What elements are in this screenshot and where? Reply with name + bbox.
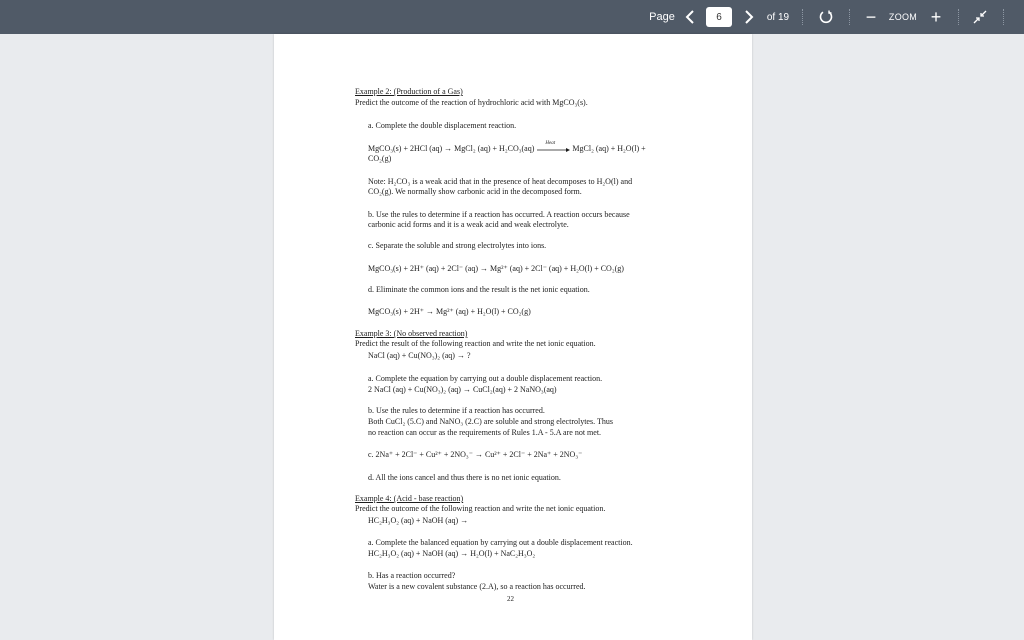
- toolbar-divider: [1003, 9, 1004, 25]
- example-4-step-b-line-2: Water is a new covalent substance (2.A), so a reaction has occurred.: [368, 582, 586, 591]
- chevron-right-icon: [744, 10, 754, 24]
- example-2-equation-1-continued: CO₂(g): [368, 154, 392, 163]
- page-number-input[interactable]: [706, 7, 732, 27]
- heat-arrow: [536, 141, 570, 153]
- example-2-note-line-2: CO₂(g). We normally show carbonic acid in the decomposed form.: [368, 187, 582, 196]
- zoom-out-button[interactable]: −: [865, 6, 877, 27]
- example-3-step-b-line-2: Both CuCl₂ (5.C) and NaNO₃ (2.C) are soluble and strong electrolytes. Thus: [368, 417, 613, 426]
- example-4-prompt: Predict the outcome of the following reaction and write the net ionic equation.: [355, 504, 606, 513]
- example-2-step-b-line-2: carbonic acid forms and it is a weak acid and weak electrolyte.: [368, 220, 569, 229]
- example-2-step-c: c. Separate the soluble and strong electrolytes into ions.: [368, 241, 547, 250]
- example-4-title: Example 4: (Acid - base reaction): [355, 494, 464, 503]
- zoom-label: ZOOM: [888, 12, 918, 22]
- rotate-button[interactable]: [815, 0, 837, 34]
- example-3-prompt: Predict the result of the following reaction and write the net ionic equation.: [355, 339, 596, 348]
- pdf-toolbar: [0, 0, 1024, 34]
- example-4-equation: HC₂H₃O₂ (aq) + NaOH (aq) →: [368, 516, 469, 525]
- next-page-button[interactable]: [739, 0, 759, 34]
- arrow-icon: [536, 146, 570, 154]
- example-2-note-line-1: Note: H₂CO₃ is a weak acid that in the presence of heat decomposes to H₂O(l) and: [368, 177, 633, 186]
- previous-page-button[interactable]: [680, 0, 700, 34]
- example-2-equation-3: MgCO₃(s) + 2H⁺ → Mg²⁺ (aq) + H₂O(l) + CO₂(g): [368, 307, 531, 316]
- example-2-equation-2: MgCO₃(s) + 2H⁺ (aq) + 2Cl⁻ (aq) → Mg²⁺ (aq) + 2Cl⁻ (aq) + H₂O(l) + CO₂(g): [368, 264, 624, 273]
- example-3-step-c: c. 2Na⁺ + 2Cl⁻ + Cu²⁺ + 2NO₃⁻ → Cu²⁺ + 2Cl⁻ + 2Na⁺ + 2NO₃⁻: [368, 450, 583, 459]
- example-4-step-a-line-2: HC₂H₃O₂ (aq) + NaOH (aq) → H₂O(l) + NaC₂H₃O₂: [368, 549, 536, 558]
- example-2-prompt: Predict the outcome of the reaction of hydrochloric acid with MgCO₃(s).: [355, 98, 588, 107]
- printed-page-number: 22: [507, 595, 514, 603]
- example-3-step-d: d. All the ions cancel and thus there is no net ionic equation.: [368, 473, 561, 482]
- equation-1-left: MgCO₃(s) + 2HCl (aq) → MgCl₂ (aq) + H₂CO₃(aq): [368, 144, 535, 153]
- toolbar-divider: [849, 9, 850, 25]
- toolbar-divider: [802, 9, 803, 25]
- example-2-step-d: d. Eliminate the common ions and the result is the net ionic equation.: [368, 285, 590, 294]
- example-3-title: Example 3: (No observed reaction): [355, 329, 468, 338]
- page-count-label: of 19: [766, 11, 790, 23]
- example-3-step-b-line-1: b. Use the rules to determine if a reaction has occurred.: [368, 406, 545, 415]
- rotate-icon: [819, 10, 833, 24]
- chevron-left-icon: [685, 10, 695, 24]
- example-3-step-a-line-1: a. Complete the equation by carrying out a double displacement reaction.: [368, 374, 603, 383]
- collapse-arrows-icon: [973, 10, 987, 24]
- document-page: [274, 34, 752, 640]
- example-3-equation: NaCl (aq) + Cu(NO₃)₂ (aq) → ?: [368, 351, 471, 360]
- heat-arrow-label: Heat: [545, 141, 556, 147]
- zoom-in-button[interactable]: +: [930, 6, 942, 27]
- collapse-button[interactable]: [968, 0, 992, 34]
- example-4-step-a-line-1: a. Complete the balanced equation by carrying out a double displacement reaction.: [368, 538, 633, 547]
- example-2-equation-1: [368, 141, 646, 154]
- example-2-title: Example 2: (Production of a Gas): [355, 87, 463, 96]
- example-3-step-b-line-3: no reaction can occur as the requirements of Rules 1.A - 5.A are not met.: [368, 428, 602, 437]
- example-3-step-a-line-2: 2 NaCl (aq) + Cu(NO₃)₂ (aq) → CuCl₂(aq) + 2 NaNO₃(aq): [368, 385, 557, 394]
- example-4-step-b-line-1: b. Has a reaction occurred?: [368, 571, 456, 580]
- toolbar-divider: [958, 9, 959, 25]
- page-label: Page: [649, 11, 675, 23]
- example-2-step-a: a. Complete the double displacement reaction.: [368, 121, 517, 130]
- example-2-step-b-line-1: b. Use the rules to determine if a reaction has occurred. A reaction occurs because: [368, 210, 630, 219]
- equation-1-right: MgCl₂ (aq) + H₂O(l) +: [572, 144, 646, 153]
